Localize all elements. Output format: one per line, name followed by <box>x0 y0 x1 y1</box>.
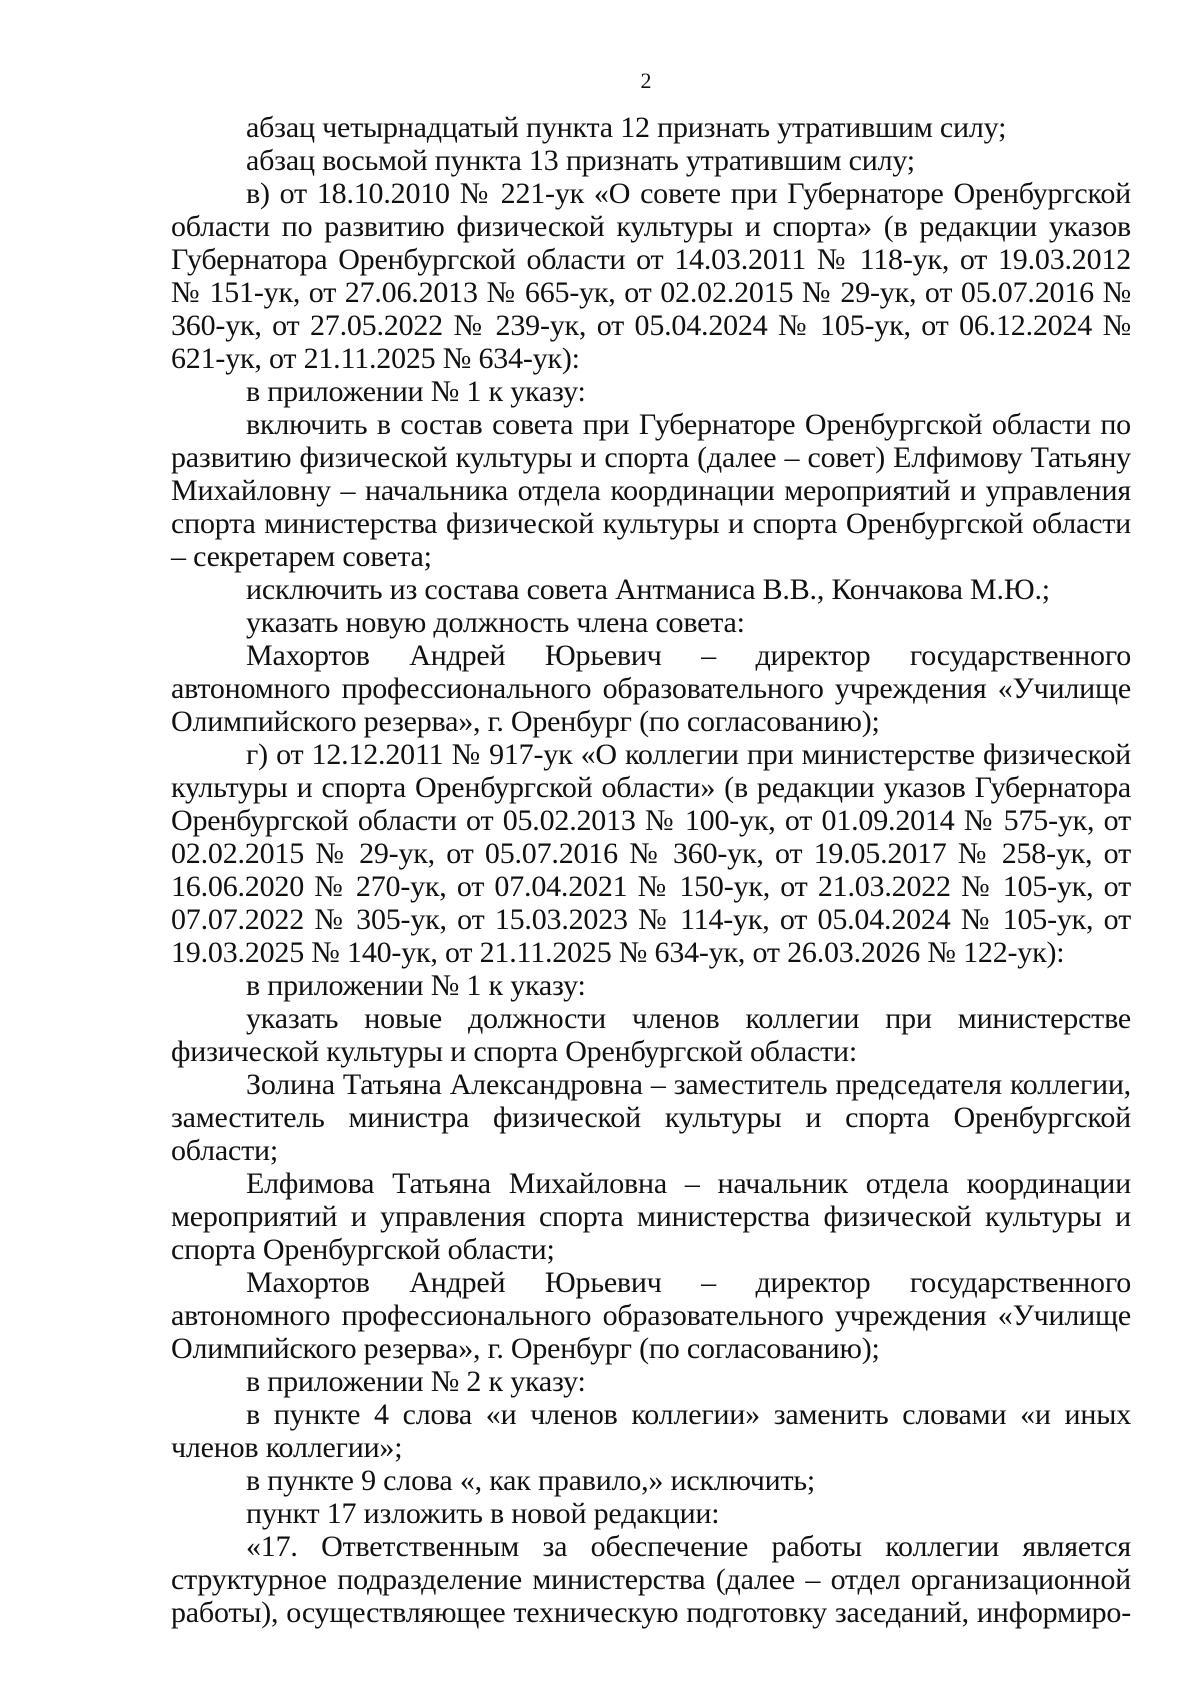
paragraph-abzac-8: абзац восьмой пункта 13 признать утратившим силу; <box>246 144 915 177</box>
document-body <box>171 111 1131 1629</box>
paragraph-new-position-council: указать новую должность члена совета: <box>246 606 745 639</box>
paragraph-item-v-decree-221: в) от 18.10.2010 № 221-ук «О совете при Губернаторе Оренбургской области по развитию физической культуры и спорта» (в редакции указов Губернатора Оренбургской области от 14.03.2011 № 118-ук, от 19.03.2012 № 151-ук, от 27.06.2013 № 665-ук, от 02.02.2015 № 29-ук, от 05.07.2016 № 360-ук, от 27.05.2022 № 239-ук, от 05.04.2024 № 105-ук, от 06.12.2024 № 621-ук, от 21.11.2025 № 634-ук): <box>171 177 1131 375</box>
paragraph-item-9-exclude: в пункте 9 слова «, как правило,» исключить; <box>246 1464 815 1497</box>
paragraph-appendix-1-collegium: в приложении № 1 к указу: <box>246 969 586 1002</box>
paragraph-item-4-replace: в пункте 4 слова «и членов коллегии» заменить словами «и иных членов коллегии»; <box>171 1398 1131 1464</box>
paragraph-elfimova: Елфимова Татьяна Михайловна – начальник отдела координации мероприятий и управления спорта министерства физической культуры и спорта Оренбургской области; <box>171 1167 1131 1266</box>
paragraph-appendix-2: в приложении № 2 к указу: <box>246 1365 586 1398</box>
paragraph-makhortov-collegium: Махортов Андрей Юрьевич – директор государственного автономного профессионального образовательного учреждения «Училище Олимпийского резерва», г. Оренбург (по согласованию); <box>171 1266 1131 1365</box>
paragraph-new-positions-collegium: указать новые должности членов коллегии при министерстве физической культуры и спорта Оренбургской области: <box>171 1002 1131 1068</box>
paragraph-exclude-members: исключить из состава совета Антманиса В.В., Кончакова М.Ю.; <box>246 573 1050 606</box>
paragraph-makhortov-council: Махортов Андрей Юрьевич – директор государственного автономного профессионального образовательного учреждения «Училище Олимпийского резерва», г. Оренбург (по согласованию); <box>171 639 1131 738</box>
paragraph-item-17-text: «17. Ответственным за обеспечение работы коллегии является структурное подразделение министерства (далее – отдел организационной работы), осуществляющее техническую подготовку заседаний, информиро- <box>171 1530 1131 1629</box>
paragraph-abzac-14: абзац четырнадцатый пункта 12 признать утратившим силу; <box>246 111 1007 144</box>
paragraph-include-member: включить в состав совета при Губернаторе Оренбургской области по развитию физической культуры и спорта (далее – совет) Елфимову Татьяну Михайловну – начальника отдела координации мероприятий и управления спорта министерства физической культуры и спорта Оренбургской области – секретарем совета; <box>171 408 1131 573</box>
paragraph-item-17-new-edition: пункт 17 изложить в новой редакции: <box>246 1497 720 1530</box>
page-number: 2 <box>640 68 652 93</box>
paragraph-appendix-1-council: в приложении № 1 к указу: <box>246 375 586 408</box>
paragraph-item-g-decree-917: г) от 12.12.2011 № 917-ук «О коллегии при министерстве физической культуры и спорта Оренбургской области» (в редакции указов Губернатора Оренбургской области от 05.02.2013 № 100-ук, от 01.09.2014 № 575-ук, от 02.02.2015 № 29-ук, от 05.07.2016 № 360-ук, от 19.05.2017 № 258-ук, от 16.06.2020 № 270-ук, от 07.04.2021 № 150-ук, от 21.03.2022 № 105-ук, от 07.07.2022 № 305-ук, от 15.03.2023 № 114-ук, от 05.04.2024 № 105-ук, от 19.03.2025 № 140-ук, от 21.11.2025 № 634-ук, от 26.03.2026 № 122-ук): <box>171 738 1131 969</box>
paragraph-zolina: Золина Татьяна Александровна – заместитель председателя коллегии, заместитель министра физической культуры и спорта Оренбургской области; <box>171 1068 1131 1167</box>
